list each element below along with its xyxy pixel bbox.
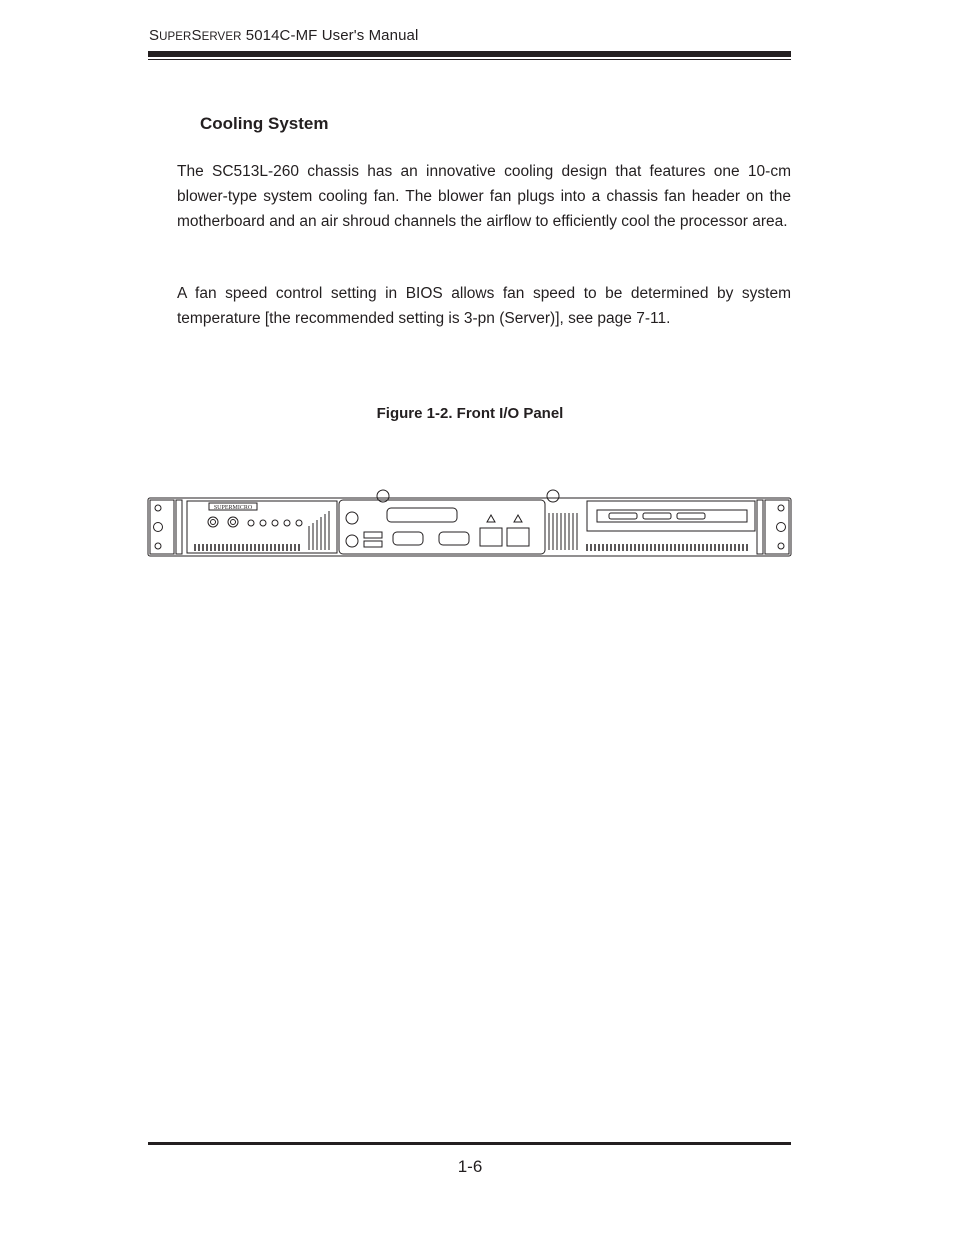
header-rule bbox=[148, 51, 791, 57]
left-ear-hole bbox=[155, 543, 161, 549]
right-ear-hole bbox=[778, 505, 784, 511]
header-sc2: ERVER bbox=[201, 31, 242, 43]
usb-port bbox=[364, 532, 382, 538]
ps2-keyboard-port bbox=[346, 512, 358, 524]
lan-port-1 bbox=[480, 528, 502, 546]
left-handle bbox=[176, 500, 182, 554]
header-s1: S bbox=[149, 27, 160, 44]
vga-port bbox=[439, 532, 469, 545]
serial-port bbox=[393, 532, 423, 545]
page-number: 1-6 bbox=[457, 1157, 483, 1176]
led bbox=[248, 520, 254, 526]
parallel-port bbox=[387, 508, 457, 522]
left-ear-hole bbox=[154, 523, 163, 532]
power-button bbox=[208, 517, 218, 527]
reset-button bbox=[228, 517, 238, 527]
led bbox=[284, 520, 290, 526]
lan-port-2 bbox=[507, 528, 529, 546]
top-screw bbox=[547, 490, 559, 502]
header-s2: S bbox=[191, 27, 202, 44]
right-handle bbox=[757, 500, 763, 554]
right-ear-hole bbox=[778, 543, 784, 549]
led bbox=[260, 520, 266, 526]
left-ear-hole bbox=[155, 505, 161, 511]
led bbox=[296, 520, 302, 526]
paragraph-cooling-design: The SC513L-260 chassis has an innovative cooling design that features one 10-cm blower-type system cooling fan. The blower fan plugs into a chassis fan header on the motherboard and an air shroud channels the airflow to efficiently cool the processor area. bbox=[177, 163, 791, 230]
header-rest: 5014C-MF User's Manual bbox=[241, 27, 419, 44]
lan-icon bbox=[487, 515, 495, 522]
usb-port bbox=[364, 541, 382, 547]
right-ear-hole bbox=[777, 523, 786, 532]
section-title: Cooling System bbox=[200, 114, 329, 133]
pci-slot-cover bbox=[597, 510, 747, 522]
ps2-mouse-port bbox=[346, 535, 358, 547]
running-header bbox=[149, 27, 418, 44]
led bbox=[272, 520, 278, 526]
paragraph-fan-speed: A fan speed control setting in BIOS allows fan speed to be determined by system temperature [the recommended setting is 3-pn (Server)], see page 7-11. bbox=[177, 285, 791, 327]
figure-caption: Figure 1-2. Front I/O Panel bbox=[376, 405, 564, 422]
lan-icon bbox=[514, 515, 522, 522]
header-rule-thin bbox=[148, 59, 791, 60]
front-io-panel-figure bbox=[147, 488, 793, 560]
footer-rule bbox=[148, 1142, 791, 1145]
supermicro-logo: SUPERMICRO bbox=[213, 505, 253, 511]
header-sc1: UPER bbox=[159, 31, 192, 43]
